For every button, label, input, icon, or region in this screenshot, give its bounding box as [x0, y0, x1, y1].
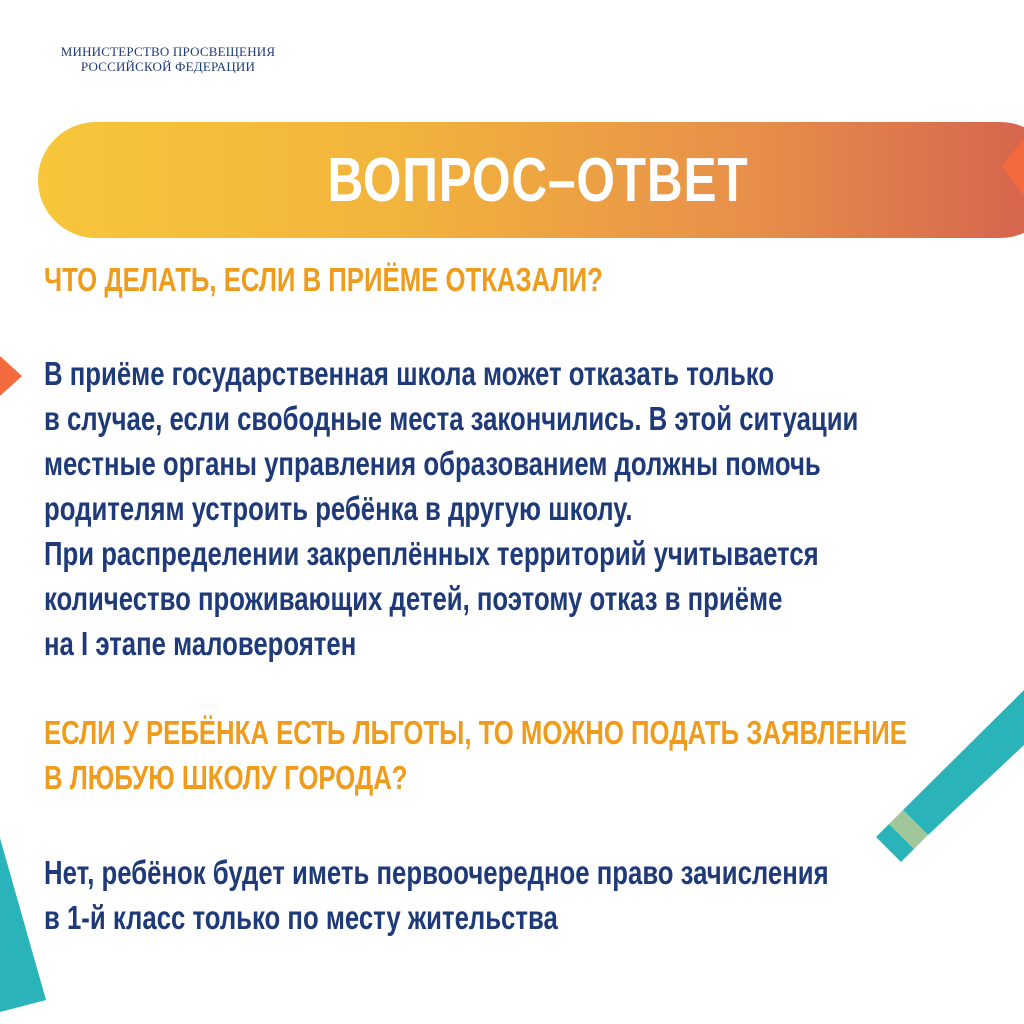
question-1-line: ЧТО ДЕЛАТЬ, ЕСЛИ В ПРИЁМЕ ОТКАЗАЛИ?	[44, 261, 603, 298]
answer-2-line: в 1-й класс только по месту жительства	[44, 899, 558, 936]
question-2-line: ЕСЛИ У РЕБЁНКА ЕСТЬ ЛЬГОТЫ, ТО МОЖНО ПОДАТЬ ЗАЯВЛЕНИЕ	[44, 714, 907, 751]
answer-2-line: Нет, ребёнок будет иметь первоочередное право зачисления	[44, 854, 829, 891]
teal-triangle-shape	[0, 838, 46, 1012]
coral-triangle-shape	[1002, 138, 1024, 196]
question-2-line: В ЛЮБУЮ ШКОЛУ ГОРОДА?	[44, 759, 408, 796]
answer-1-line: в случае, если свободные места закончились. В этой ситуации	[44, 400, 859, 437]
ministry-line-1: МИНИСТЕРСТВО ПРОСВЕЩЕНИЯ	[60, 44, 276, 59]
arrow-marker-icon	[0, 356, 22, 396]
teal-pencil-shape	[876, 690, 1024, 862]
answer-1-line: При распределении закреплённых территорий учитывается	[44, 535, 819, 572]
answer-1-line: В приёме государственная школа может отказать только	[44, 355, 775, 392]
answer-1-line: родителям устроить ребёнка в другую школу.	[44, 490, 633, 527]
ministry-line-2: РОССИЙСКОЙ ФЕДЕРАЦИИ	[80, 59, 256, 74]
answer-1-line: местные органы управления образованием должны помочь	[44, 445, 821, 482]
banner-title: ВОПРОС–ОТВЕТ	[327, 145, 749, 215]
answer-1-line: количество проживающих детей, поэтому отказ в приёме	[44, 580, 783, 617]
answer-1-line: на I этапе маловероятен	[44, 625, 357, 662]
